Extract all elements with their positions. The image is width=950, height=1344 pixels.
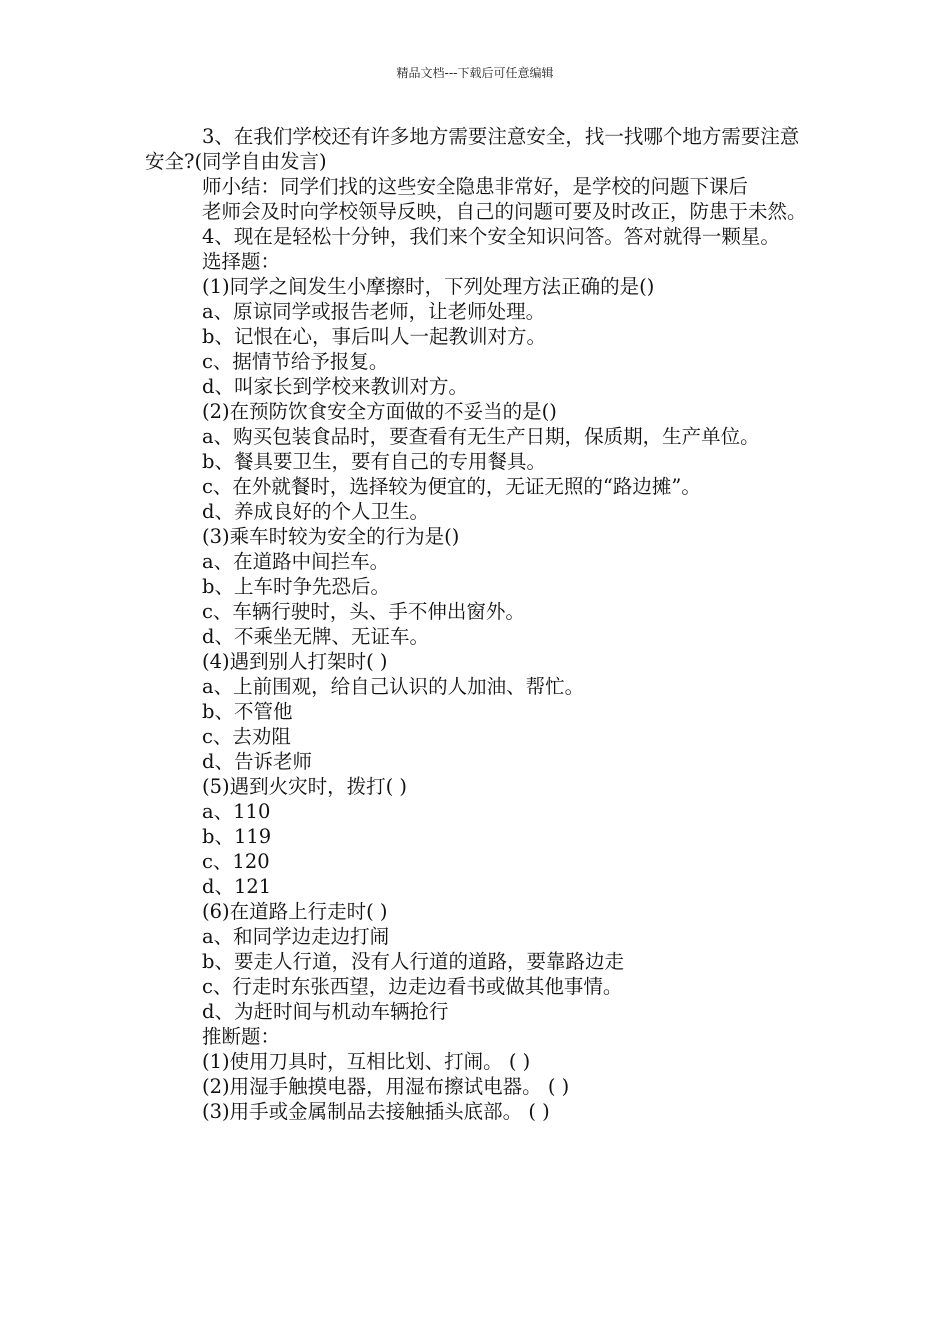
paragraph: 4、现在是轻松十分钟，我们来个安全知识问答。答对就得一颗星。 [202, 225, 780, 248]
paragraph: b、119 [202, 825, 272, 848]
paragraph: d、121 [202, 875, 272, 898]
paragraph: d、为赶时间与机动车辆抢行 [202, 1000, 449, 1023]
paragraph: 选择题： [202, 250, 281, 273]
paragraph: (1)使用刀具时，互相比划、打闹。 ( ) [202, 1050, 531, 1073]
paragraph: b、记恨在心，事后叫人一起教训对方。 [202, 325, 546, 348]
paragraph: (6)在道路上行走时( ) [202, 900, 388, 923]
paragraph: c、120 [202, 850, 270, 873]
paragraph: 师小结：同学们找的这些安全隐患非常好，是学校的问题下课后 [202, 175, 749, 198]
paragraph: (5)遇到火灾时，拨打( ) [202, 775, 408, 798]
paragraph: c、行走时东张西望，边走边看书或做其他事情。 [202, 975, 623, 998]
paragraph: d、叫家长到学校来教训对方。 [202, 375, 468, 398]
paragraph: 老师会及时向学校领导反映，自己的问题可要及时改正，防患于未然。 [202, 200, 807, 223]
paragraph: d、告诉老师 [202, 750, 312, 773]
paragraph: (3)乘车时较为安全的行为是() [202, 525, 460, 548]
paragraph: (2)在预防饮食安全方面做的不妥当的是() [202, 400, 557, 423]
paragraph: d、不乘坐无牌、无证车。 [202, 625, 429, 648]
paragraph: c、车辆行驶时，头、手不伸出窗外。 [202, 600, 525, 623]
paragraph: c、去劝阻 [202, 725, 291, 748]
paragraph: a、和同学边走边打闹 [202, 925, 390, 948]
paragraph: 3、在我们学校还有许多地方需要注意安全，找一找哪个地方需要注意安全?(同学自由发言) [145, 125, 800, 173]
paragraph: b、餐具要卫生，要有自己的专用餐具。 [202, 450, 546, 473]
paragraph: b、上车时争先恐后。 [202, 575, 390, 598]
paragraph: c、据情节给予报复。 [202, 350, 389, 373]
paragraph: c、在外就餐时，选择较为便宜的，无证无照的“路边摊”。 [202, 475, 701, 498]
page-header: 精品文档---下载后可任意编辑 [396, 66, 554, 80]
paragraph: b、要走人行道，没有人行道的道路，要靠路边走 [202, 950, 624, 973]
paragraph: (2)用湿手触摸电器，用湿布擦试电器。 ( ) [202, 1075, 570, 1098]
paragraph: a、110 [202, 800, 271, 823]
paragraph: a、原谅同学或报告老师，让老师处理。 [202, 300, 546, 323]
paragraph: a、上前围观，给自己认识的人加油、帮忙。 [202, 675, 585, 698]
paragraph: a、在道路中间拦车。 [202, 550, 390, 573]
document-body [145, 124, 810, 1124]
paragraph: (1)同学之间发生小摩擦时，下列处理方法正确的是() [202, 275, 655, 298]
paragraph: (3)用手或金属制品去接触插头底部。 ( ) [202, 1100, 550, 1123]
paragraph: a、购买包装食品时，要查看有无生产日期，保质期，生产单位。 [202, 425, 760, 448]
paragraph: d、养成良好的个人卫生。 [202, 500, 429, 523]
paragraph: 推断题： [202, 1025, 281, 1048]
paragraph: (4)遇到别人打架时( ) [202, 650, 388, 673]
paragraph: b、不管他 [202, 700, 293, 723]
